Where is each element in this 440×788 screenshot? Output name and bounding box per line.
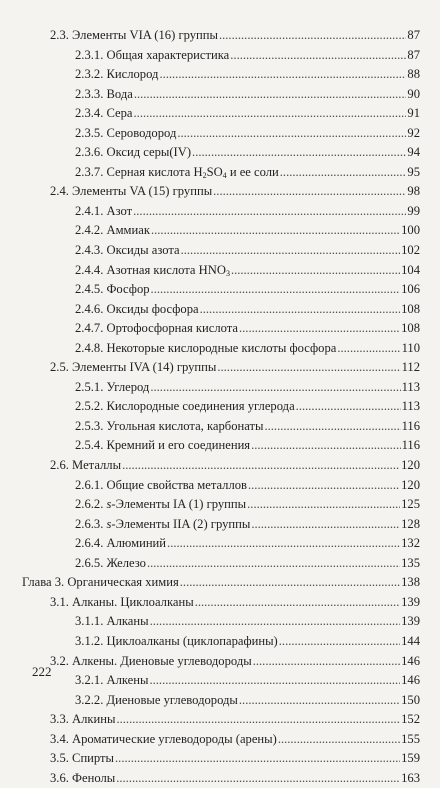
toc-entry-title: 3.1.1. Алканы [75, 614, 149, 629]
toc-entry [0, 691, 440, 711]
toc-entry-page: 138 [401, 575, 420, 590]
toc-entry-title: 3.3. Алкины [50, 712, 116, 727]
dot-leader [151, 221, 400, 241]
toc-entry-page: 91 [407, 106, 420, 121]
toc-entry-page: 87 [407, 28, 420, 42]
toc-entry [0, 65, 440, 85]
dot-leader [147, 554, 400, 574]
toc-entry [0, 593, 440, 613]
toc-entry [0, 241, 440, 261]
dot-leader [239, 691, 400, 711]
toc-entry-title: 2.5.2. Кислородные соединения углерода [75, 399, 295, 414]
dot-leader [239, 319, 400, 339]
dot-leader [251, 515, 400, 535]
dot-leader [150, 378, 400, 398]
toc-entry-title: 3.2.2. Диеновые углеводороды [75, 692, 238, 707]
toc-entry-page: 116 [401, 418, 420, 433]
dot-leader [230, 46, 406, 66]
dot-leader [195, 593, 400, 613]
toc-entry-page: 108 [401, 301, 420, 316]
toc-entry-title: 2.4.3. Оксиды азота [75, 243, 180, 258]
dot-leader [200, 300, 401, 320]
toc-entry-page: 99 [407, 203, 420, 218]
toc-entry-page: 132 [401, 536, 420, 551]
toc-entry-title: Глава 3. Органическая химия [22, 575, 179, 590]
toc-entry-title: 3.1.2. Циклоалканы (циклопарафины) [75, 633, 278, 648]
dot-leader [192, 143, 406, 163]
dot-leader [337, 339, 400, 359]
toc-entry-page: 98 [407, 184, 420, 199]
dot-leader [278, 730, 400, 750]
toc-entry-page: 152 [401, 712, 420, 727]
toc-entry-title: 2.4.8. Некоторые кислородные кислоты фосфора [75, 340, 337, 355]
toc-entry-title: 2.5. Элементы IVA (14) группы [50, 360, 217, 375]
toc-entry [0, 280, 440, 300]
dot-leader [116, 710, 400, 730]
toc-entry-title: 2.3.5. Сероводород [75, 125, 177, 140]
toc-entry-title: 2.5.4. Кремний и его соединения [75, 438, 251, 453]
toc-entry [0, 632, 440, 652]
toc-entry [0, 769, 440, 788]
toc-entry [0, 534, 440, 554]
dot-leader [134, 85, 407, 105]
toc-entry-title: 2.3.4. Сера [75, 106, 133, 121]
toc-entry-title: 2.3.1. Общая характеристика [75, 47, 230, 62]
toc-entry [0, 612, 440, 632]
toc-entry-title: 2.4.4. Азотная кислота $HNO_3$ [75, 262, 230, 278]
toc-entry-title: 2.4.2. Аммиак [75, 223, 150, 238]
toc-entry [0, 554, 440, 574]
toc-entry-page: 87 [407, 47, 420, 62]
toc-entry-title: 2.6.3. s-Элементы IIA (2) группы [75, 516, 251, 531]
dot-leader [167, 534, 400, 554]
toc-entry [0, 46, 440, 66]
toc-entry-page: 120 [401, 477, 420, 492]
toc-entry-page: 112 [401, 360, 420, 375]
toc-entry-title: 2.5.1. Углерод [75, 379, 150, 394]
toc-entry-page: 146 [401, 673, 420, 688]
toc-entry-page: 144 [401, 633, 420, 648]
dot-leader [217, 358, 400, 378]
toc-entry-page: 128 [401, 516, 420, 531]
toc-entry [0, 104, 440, 124]
toc-entry-page: 95 [407, 164, 420, 179]
dot-leader [115, 749, 400, 769]
toc-entry-title: 2.4.1. Азот [75, 203, 133, 218]
toc-entry [0, 417, 440, 437]
toc-entry [0, 261, 440, 281]
toc-entry [0, 378, 440, 398]
toc-entry-title: 2.4.5. Фосфор [75, 282, 150, 297]
toc-entry [0, 397, 440, 417]
toc-entry-page: 94 [407, 145, 420, 160]
dot-leader [253, 652, 400, 672]
toc-entry [0, 300, 440, 320]
dot-leader [133, 202, 406, 222]
toc-entry [0, 515, 440, 535]
dot-leader [247, 495, 400, 515]
toc-entry-title: 2.6.1. Общие свойства металлов [75, 477, 247, 492]
toc-entry [0, 182, 440, 202]
table-of-contents [0, 26, 440, 788]
dot-leader [296, 397, 401, 417]
dot-leader [149, 671, 400, 691]
dot-leader [279, 632, 400, 652]
toc-entry-page: 100 [401, 223, 420, 238]
toc-entry [0, 495, 440, 515]
toc-entry-page: 159 [401, 751, 420, 766]
toc-entry-page: 88 [407, 67, 420, 82]
toc-entry-page: 146 [401, 653, 420, 668]
toc-entry-page: 116 [401, 438, 420, 453]
toc-entry-page: 163 [401, 770, 420, 785]
toc-entry-title: 2.3.2. Кислород [75, 67, 159, 82]
toc-entry [0, 221, 440, 241]
toc-entry [0, 163, 440, 183]
dot-leader [231, 261, 400, 281]
toc-entry-title: 3.2. Алкены. Диеновые углеводороды [50, 653, 252, 668]
toc-entry-title: 2.3.3. Вода [75, 86, 133, 101]
toc-entry [0, 456, 440, 476]
toc-entry-page: 108 [401, 321, 420, 336]
toc-entry-title: 2.6.5. Железо [75, 555, 146, 570]
dot-leader [151, 280, 401, 300]
page-number: 222 [32, 664, 52, 679]
dot-leader [116, 769, 400, 788]
toc-entry-title: 2.3. Элементы VIA (16) группы [50, 28, 218, 42]
toc-entry-page: 106 [401, 282, 420, 297]
toc-entry [0, 671, 440, 691]
toc-entry-page: 155 [401, 731, 420, 746]
toc-entry-page: 113 [401, 379, 420, 394]
dot-leader [150, 612, 401, 632]
toc-entry [0, 652, 440, 672]
dot-leader [251, 436, 400, 456]
toc-entry-page: 102 [401, 243, 420, 258]
dot-leader [159, 65, 406, 85]
toc-entry-page: 104 [401, 262, 420, 277]
dot-leader [177, 124, 406, 144]
toc-entry-title: 3.2.1. Алкены [75, 673, 149, 688]
toc-entry [0, 358, 440, 378]
toc-entry-page: 90 [407, 86, 420, 101]
toc-entry [0, 730, 440, 750]
toc-entry-title: 3.5. Спирты [50, 751, 115, 766]
toc-entry [0, 85, 440, 105]
toc-entry [0, 749, 440, 769]
toc-entry-page: 135 [401, 555, 420, 570]
toc-entry-title: 3.1. Алканы. Циклоалканы [50, 594, 194, 609]
toc-entry [0, 124, 440, 144]
toc-entry-title: 2.3.7. Серная кислота $H_2SO_4$ и ее соли [75, 164, 279, 180]
toc-entry-title: 2.6.4. Алюминий [75, 536, 167, 551]
toc-entry [0, 476, 440, 496]
toc-entry [0, 436, 440, 456]
dot-leader [122, 456, 400, 476]
dot-leader [181, 241, 401, 261]
toc-entry-title: 3.6. Фенолы [50, 770, 116, 785]
toc-entry-page: 120 [401, 458, 420, 473]
toc-entry-page: 125 [401, 497, 420, 512]
toc-entry [0, 26, 440, 46]
toc-entry-page: 139 [401, 594, 420, 609]
toc-entry-title: 2.4.6. Оксиды фосфора [75, 301, 199, 316]
toc-entry-title: 2.4. Элементы VA (15) группы [50, 184, 213, 199]
toc-entry-title: 2.3.6. Оксид серы(IV) [75, 145, 192, 160]
toc-entry-page: 139 [401, 614, 420, 629]
toc-entry [0, 202, 440, 222]
toc-entry-page: 150 [401, 692, 420, 707]
toc-entry [0, 573, 440, 593]
toc-entry-title: 2.6. Металлы [50, 458, 122, 473]
toc-entry-title: 2.5.3. Угольная кислота, карбонаты [75, 418, 264, 433]
dot-leader [134, 104, 407, 124]
dot-leader [264, 417, 400, 437]
toc-entry-page: 92 [407, 125, 420, 140]
toc-entry [0, 710, 440, 730]
dot-leader [280, 163, 407, 183]
toc-entry-page: 110 [401, 340, 420, 355]
toc-entry-title: 2.4.7. Ортофосфорная кислота [75, 321, 238, 336]
dot-leader [248, 476, 400, 496]
toc-entry-page: 113 [401, 399, 420, 414]
dot-leader [213, 182, 406, 202]
toc-entry [0, 143, 440, 163]
toc-entry-title: 2.6.2. s-Элементы IA (1) группы [75, 497, 247, 512]
toc-entry-title: 3.4. Ароматические углеводороды (арены) [50, 731, 277, 746]
toc-entry [0, 319, 440, 339]
dot-leader [180, 573, 400, 593]
dot-leader [219, 26, 406, 46]
toc-entry [0, 339, 440, 359]
